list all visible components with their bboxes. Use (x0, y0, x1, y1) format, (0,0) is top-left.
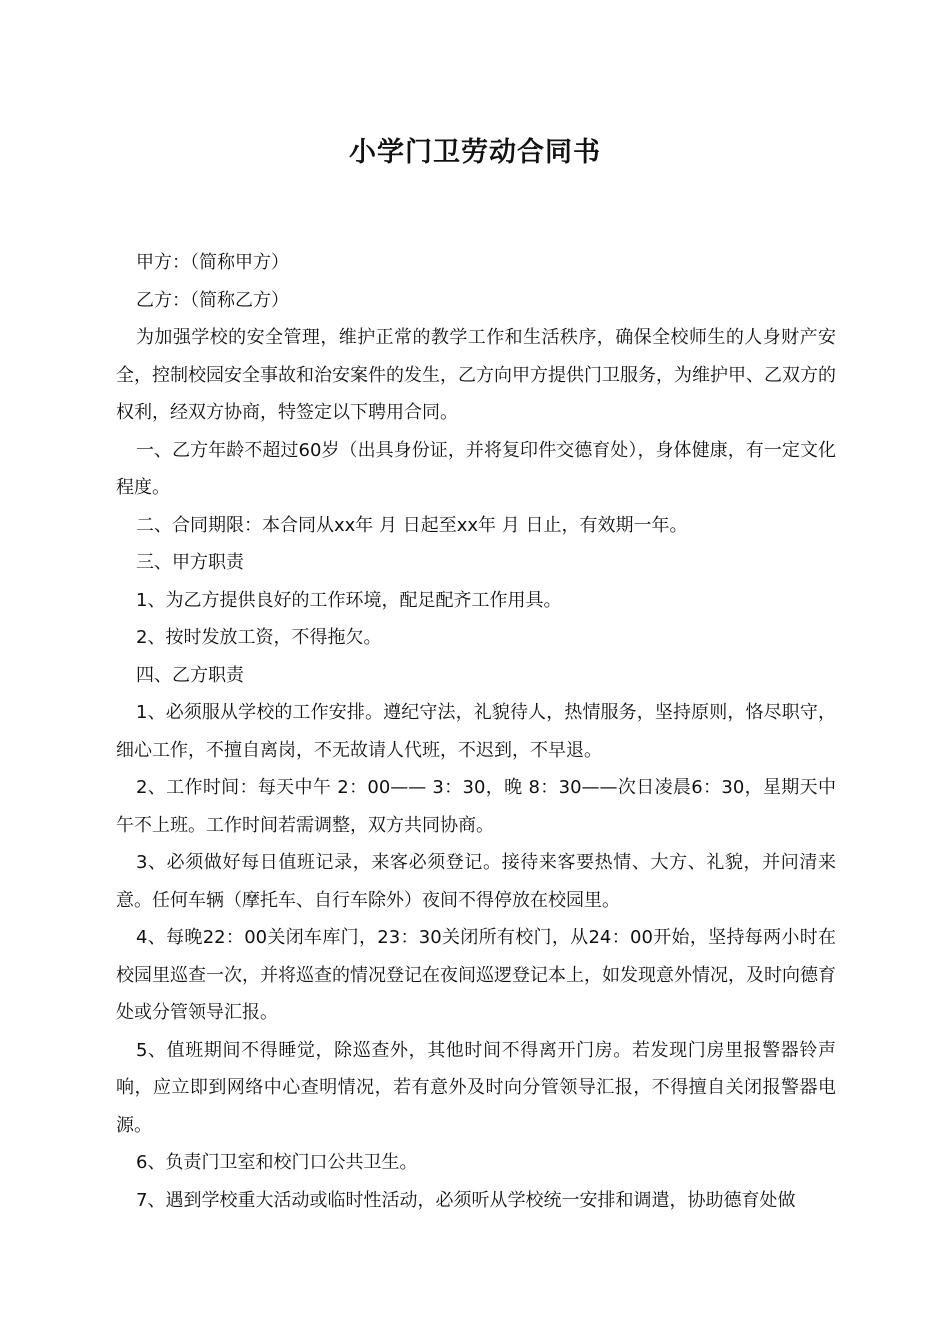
party-a-line: 甲方：（简称甲方） (136, 252, 289, 273)
party-b-duty-7: 7、遇到学校重大活动或临时性活动，必须听从学校统一安排和调遣，协助德育处做 (136, 1189, 796, 1211)
preamble-paragraph: 为加强学校的安全管理，维护正常的教学工作和生活秩序，确保全校师生的人身财产安全，控制校园安全事故和治安案件的发生，乙方向甲方提供门卫服务，为维护甲、乙双方的权利，经双方协商，特签定以下聘用合同。 (116, 327, 836, 423)
party-b-duty-2: 2、工作时间：每天中午 2：00—— 3：30，晚 8：30——次日凌晨6：30，星期天中午不上班。工作时间若需调整，双方共同协商。 (116, 777, 836, 836)
party-a-duty-2: 2、按时发放工资，不得拖欠。 (136, 627, 382, 648)
section-heading-party-b-duties: 四、乙方职责 (136, 664, 244, 686)
party-b-duty-6: 6、负责门卫室和校门口公共卫生。 (136, 1152, 418, 1173)
party-b-line: 乙方：（简称乙方） (136, 289, 289, 311)
document-body (116, 244, 836, 1219)
party-b-duty-5: 5、值班期间不得睡觉，除巡查外，其他时间不得离开门房。若发现门房里报警器铃声响，应立即到网络中心查明情况，若有意外及时向分管领导汇报，不得擅自关闭报警器电源。 (116, 1039, 836, 1136)
party-b-duty-1: 1、必须服从学校的工作安排。遵纪守法，礼貌待人，热情服务，坚持原则，恪尽职守，细心工作，不擅自离岗，不无故请人代班，不迟到，不早退。 (116, 702, 836, 761)
clause-2-term: 二、合同期限：本合同从xx年 月 日起至xx年 月 日止，有效期一年。 (136, 514, 688, 536)
party-b-duty-4: 4、每晚22：00关闭车库门，23：30关闭所有校门，从24：00开始，坚持每两小时在校园里巡查一次，并将巡查的情况登记在夜间巡逻登记本上，如发现意外情况，及时向德育处或分管领导汇报。 (116, 927, 836, 1023)
clause-1-age: 一、乙方年龄不超过60岁（出具身份证，并将复印件交德育处），身体健康，有一定文化程度。 (116, 439, 836, 498)
party-b-duty-3: 3、必须做好每日值班记录，来客必须登记。接待来客要热情、大方、礼貌，并问清来意。任何车辆（摩托车、自行车除外）夜间不得停放在校园里。 (116, 852, 836, 911)
document-title: 小学门卫劳动合同书 (349, 137, 601, 168)
party-a-duty-1: 1、为乙方提供良好的工作环境，配足配齐工作用具。 (136, 589, 562, 611)
section-heading-party-a-duties: 三、甲方职责 (136, 552, 244, 573)
